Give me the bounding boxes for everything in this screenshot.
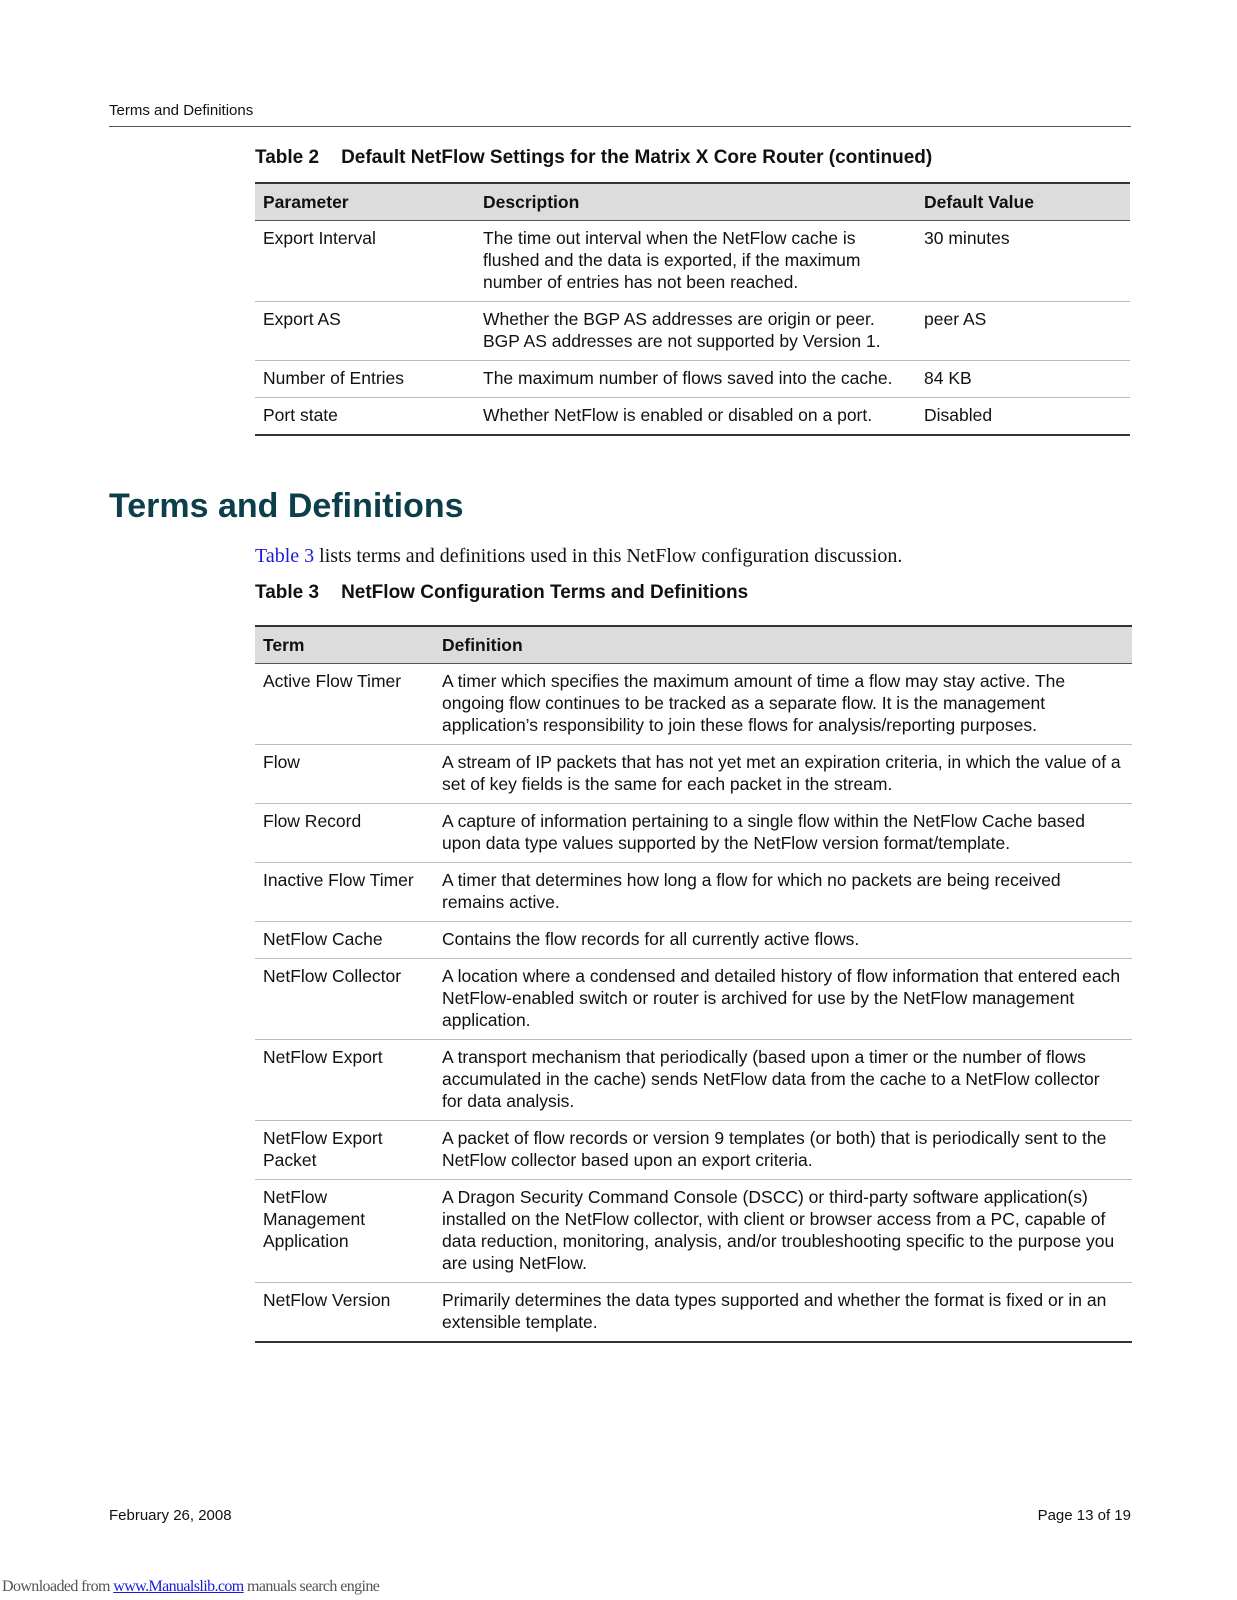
table-cell: Export Interval — [255, 221, 475, 302]
table3-col-definition: Definition — [434, 626, 1132, 664]
table2 — [255, 182, 1130, 436]
header-rule — [109, 126, 1131, 127]
table3-col-term: Term — [255, 626, 434, 664]
table3-link[interactable]: Table 3 — [255, 545, 315, 567]
table-row — [255, 302, 1130, 361]
table-cell: The maximum number of flows saved into the cache. — [475, 361, 916, 398]
table-row — [255, 221, 1130, 302]
table-row — [255, 1121, 1132, 1180]
table-cell: A timer which specifies the maximum amount of time a flow may stay active. The ongoing flow continues to be tracked as a separate flow. It is the management application’s responsibility to join these flows for analysis/reporting purposes. — [434, 664, 1132, 745]
table-cell: Whether NetFlow is enabled or disabled on a port. — [475, 398, 916, 436]
section-heading: Terms and Definitions — [109, 487, 464, 525]
intro-paragraph — [255, 545, 902, 568]
download-watermark — [2, 1578, 379, 1596]
table-row — [255, 745, 1132, 804]
table-cell: Flow — [255, 745, 434, 804]
table2-col-default-value: Default Value — [916, 183, 1130, 221]
table-row — [255, 922, 1132, 959]
table-cell: A Dragon Security Command Console (DSCC) or third-party software application(s) installed on the NetFlow collector, with client or browser access from a PC, capable of data reduction, monitoring, analysis, and/or troubleshooting specific to the purpose you are using NetFlow. — [434, 1180, 1132, 1283]
table-cell: Port state — [255, 398, 475, 436]
table-cell: A packet of flow records or version 9 templates (or both) that is periodically sent to the NetFlow collector based upon an export criteria. — [434, 1121, 1132, 1180]
table3-number: Table 3 — [255, 582, 320, 603]
intro-text: lists terms and definitions used in this NetFlow configuration discussion. — [314, 545, 903, 567]
download-prefix: Downloaded from — [2, 1578, 114, 1595]
table2-caption — [255, 147, 932, 169]
table-cell: Active Flow Timer — [255, 664, 434, 745]
table-cell: NetFlow Export Packet — [255, 1121, 434, 1180]
table2-col-parameter: Parameter — [255, 183, 475, 221]
table-row — [255, 398, 1130, 436]
table-cell: NetFlow Collector — [255, 959, 434, 1040]
table-cell: NetFlow Export — [255, 1040, 434, 1121]
footer-page-number: Page 13 of 19 — [1037, 1507, 1131, 1524]
table-row — [255, 863, 1132, 922]
table-cell: Whether the BGP AS addresses are origin or peer. BGP AS addresses are not supported by Version 1. — [475, 302, 916, 361]
table-cell: NetFlow Cache — [255, 922, 434, 959]
table2-col-description: Description — [475, 183, 916, 221]
table-cell: Number of Entries — [255, 361, 475, 398]
table-cell: Flow Record — [255, 804, 434, 863]
manualslib-link[interactable]: www.Manualslib.com — [113, 1578, 244, 1595]
table-row — [255, 804, 1132, 863]
table3-title: NetFlow Configuration Terms and Definitions — [341, 582, 749, 603]
table2-header-row — [255, 183, 1130, 221]
table3-header-row — [255, 626, 1132, 664]
table-row — [255, 959, 1132, 1040]
table-cell: Inactive Flow Timer — [255, 863, 434, 922]
running-header: Terms and Definitions — [109, 102, 254, 119]
table-cell: A transport mechanism that periodically (based upon a timer or the number of flows accumulated in the cache) sends NetFlow data from the cache to a NetFlow collector for data analysis. — [434, 1040, 1132, 1121]
footer-date: February 26, 2008 — [109, 1507, 232, 1524]
table2-title: Default NetFlow Settings for the Matrix X Core Router (continued) — [341, 147, 933, 168]
table3 — [255, 625, 1132, 1343]
download-suffix: manuals search engine — [243, 1578, 380, 1595]
table-cell: 30 minutes — [916, 221, 1130, 302]
table-row — [255, 361, 1130, 398]
table-cell: 84 KB — [916, 361, 1130, 398]
table-cell: Contains the flow records for all currently active flows. — [434, 922, 1132, 959]
table-row — [255, 664, 1132, 745]
table-cell: Disabled — [916, 398, 1130, 436]
table-cell: NetFlow Management Application — [255, 1180, 434, 1283]
table-cell: A capture of information pertaining to a single flow within the NetFlow Cache based upon data type values supported by the NetFlow version format/template. — [434, 804, 1132, 863]
table-cell: A location where a condensed and detailed history of flow information that entered each NetFlow-enabled switch or router is archived for use by the NetFlow management application. — [434, 959, 1132, 1040]
table-cell: NetFlow Version — [255, 1283, 434, 1343]
table-cell: A stream of IP packets that has not yet met an expiration criteria, in which the value of a set of key fields is the same for each packet in the stream. — [434, 745, 1132, 804]
table-cell: peer AS — [916, 302, 1130, 361]
table-row — [255, 1040, 1132, 1121]
table2-number: Table 2 — [255, 147, 320, 168]
table-row — [255, 1283, 1132, 1343]
table-cell: Export AS — [255, 302, 475, 361]
table-cell: Primarily determines the data types supported and whether the format is fixed or in an extensible template. — [434, 1283, 1132, 1343]
table-cell: A timer that determines how long a flow for which no packets are being received remains active. — [434, 863, 1132, 922]
table-cell: The time out interval when the NetFlow cache is flushed and the data is exported, if the maximum number of entries has not been reached. — [475, 221, 916, 302]
table-row — [255, 1180, 1132, 1283]
table3-caption — [255, 582, 748, 604]
